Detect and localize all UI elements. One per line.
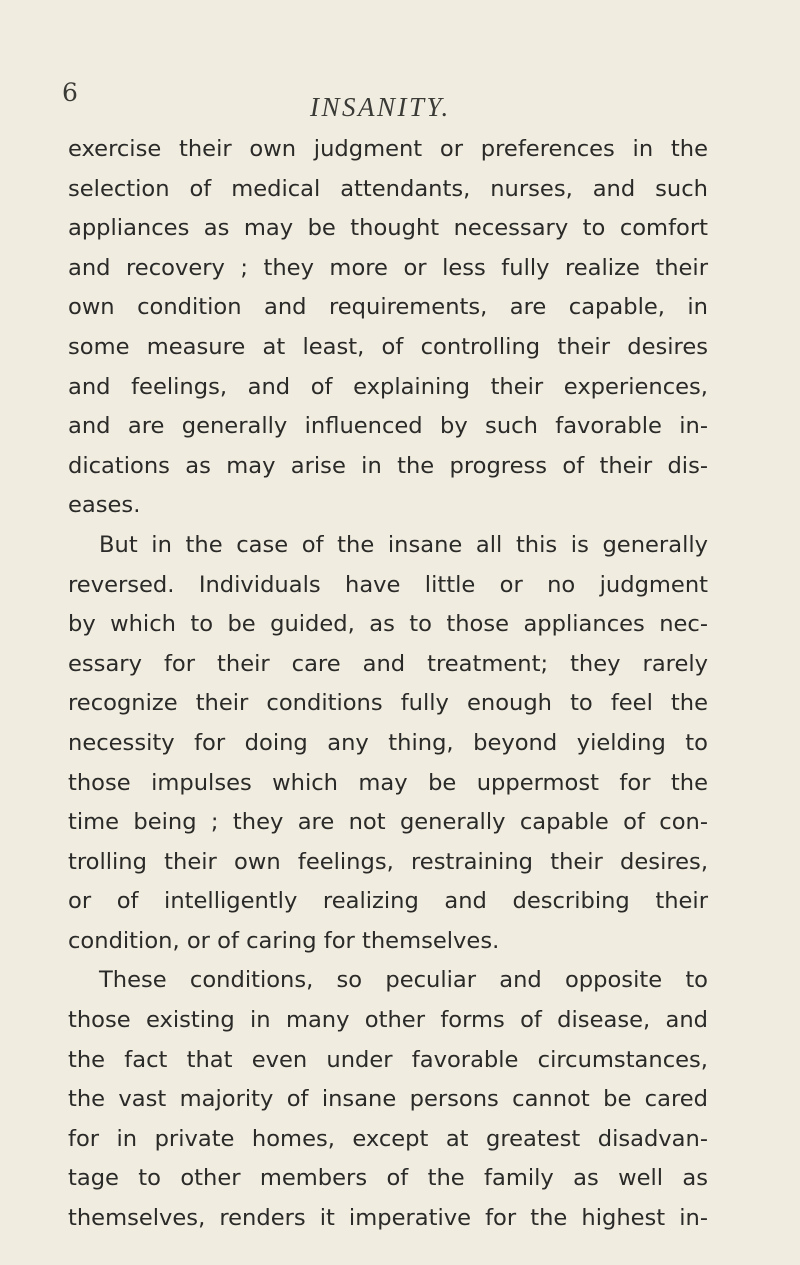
text-line: those impulses which may be uppermost for the <box>68 769 708 796</box>
text-line: selection of medical attendants, nurses, and such <box>68 175 708 202</box>
text-line: or of intelligently realizing and describing their <box>68 888 708 915</box>
text-line: own condition and requirements, are capable, in <box>68 294 708 321</box>
text-line: and are generally influenced by such favorable in- <box>68 413 708 440</box>
page-number: 6 <box>62 78 78 107</box>
text-line: and feelings, and of explaining their experiences, <box>68 373 708 400</box>
text-line: condition, or of caring for themselves. <box>68 927 500 954</box>
text-line: reversed. Individuals have little or no judgment <box>68 571 708 598</box>
text-line: dications as may arise in the progress of their dis- <box>68 452 708 479</box>
text-line: recognize their conditions fully enough to feel the <box>68 690 708 717</box>
text-line: appliances as may be thought necessary to comfort <box>68 215 708 242</box>
text-line: necessity for doing any thing, beyond yielding to <box>68 729 708 756</box>
text-line: some measure at least, of controlling their desires <box>68 333 708 360</box>
text-line: those existing in many other forms of disease, and <box>68 1007 708 1034</box>
text-line: the fact that even under favorable circumstances, <box>68 1046 708 1073</box>
text-line: for in private homes, except at greatest disadvan- <box>68 1125 708 1152</box>
text-line: essary for their care and treatment; they rarely <box>68 650 708 677</box>
text-line: eases. <box>68 492 141 519</box>
text-line: themselves, renders it imperative for the highest in- <box>68 1205 708 1232</box>
text-line: exercise their own judgment or preferences in the <box>68 136 708 162</box>
text-line: But in the case of the insane all this is generally <box>99 531 708 558</box>
text-line: These conditions, so peculiar and opposite to <box>99 967 708 994</box>
text-line: trolling their own feelings, restraining their desires, <box>68 848 708 875</box>
text-line: by which to be guided, as to those appliances nec- <box>68 611 708 638</box>
text-line: the vast majority of insane persons cannot be cared <box>68 1086 708 1113</box>
text-line: tage to other members of the family as well as <box>68 1165 708 1192</box>
body-text <box>68 130 708 1239</box>
text-line: time being ; they are not generally capable of con- <box>68 809 708 836</box>
text-line: and recovery ; they more or less fully realize their <box>68 254 708 281</box>
running-head: INSANITY. <box>310 92 451 122</box>
